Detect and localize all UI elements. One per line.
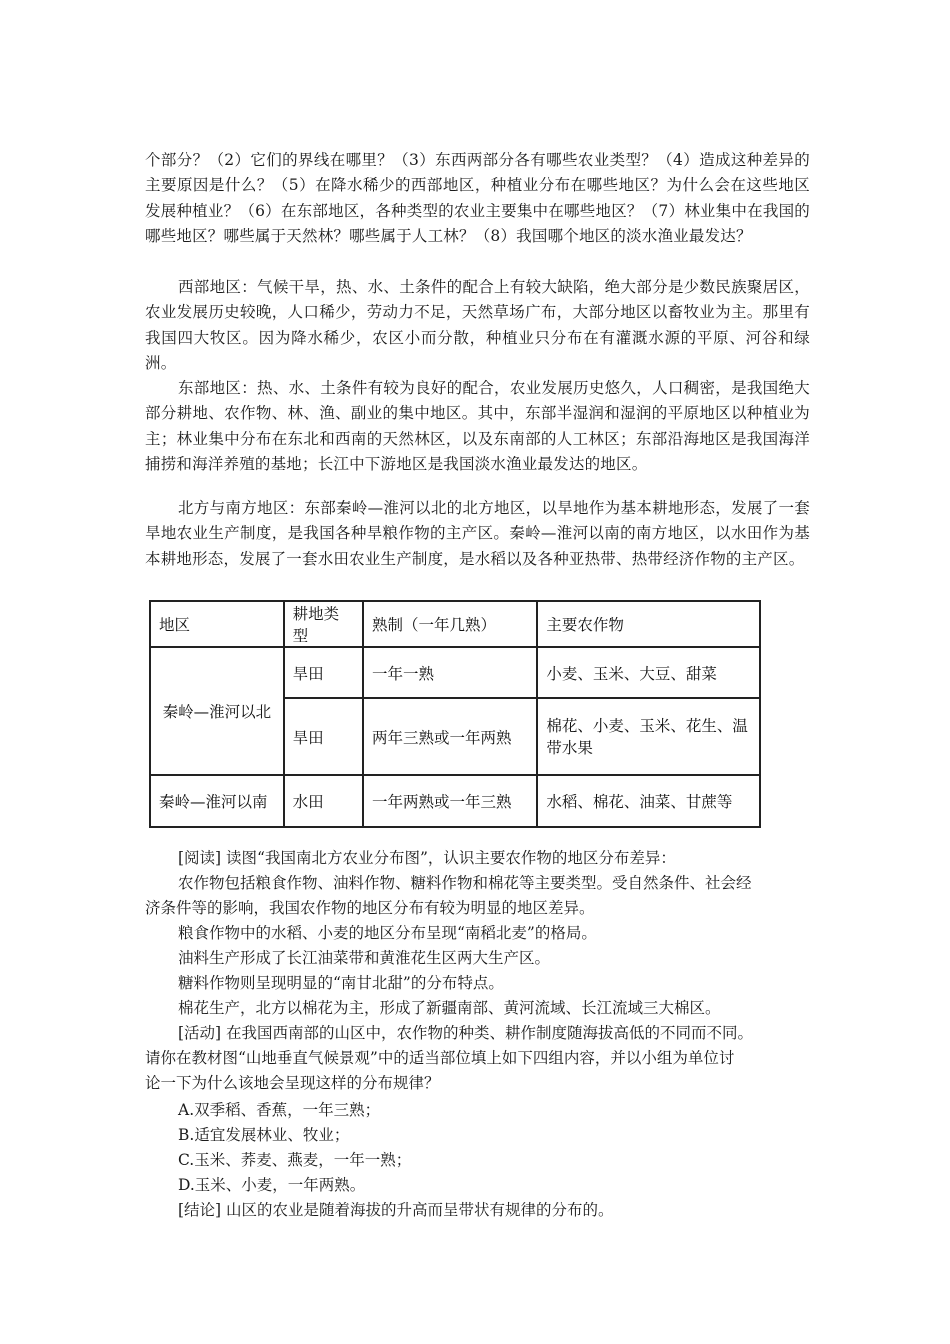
activity-line2: 请你在教材图“山地垂直气候景观”中的适当部位填上如下四组内容，并以小组为单位讨 bbox=[145, 1049, 735, 1067]
header-region: 地区 bbox=[150, 601, 284, 647]
header-crop-system: 熟制（一年几熟） bbox=[363, 601, 537, 647]
crops-cell bbox=[537, 698, 760, 775]
crop-system-cell: 两年三熟或一年两熟 bbox=[363, 698, 537, 775]
questions-paragraph: 个部分？（2）它们的界线在哪里？（3）东西两部分各有哪些农业类型？（4）造成这种差异的主要原因是什么？（5）在降水稀少的西部地区，种植业分布在哪些地区？为什么会在这些地区发展种植业？（6）在东部地区，各种类型的农业主要集中在哪些地区？（7）林业集中在我国的哪些地区？哪些属于天然林？哪些属于人工林？（8）我国哪个地区的淡水渔业最发达？ bbox=[145, 151, 810, 246]
grain-text: 粮食作物中的水稻、小麦的地区分布呈现“南稻北麦”的格局。 bbox=[178, 924, 597, 942]
option-c: C.玉米、荞麦、燕麦，一年一熟； bbox=[178, 1151, 412, 1169]
option-a: A.双季稻、香蕉，一年三熟； bbox=[178, 1101, 381, 1119]
header-main-crops: 主要农作物 bbox=[537, 601, 760, 647]
table-row bbox=[150, 775, 760, 827]
eastern-region-paragraph: 东部地区：热、水、土条件有较为良好的配合，农业发展历史悠久，人口稠密，是我国绝大部分耕地、农作物、林、渔、副业的集中地区。其中，东部半湿润和湿润的平原地区以种植业为主；林业集中分布在东北和西南的天然林区，以及东南部的人工林区；东部沿海地区是我国海洋捕捞和海洋养殖的基地；长江中下游地区是我国淡水渔业最发达的地区。 bbox=[145, 379, 810, 474]
option-b: B.适宜发展林业、牧业； bbox=[178, 1126, 350, 1144]
reading-text-line2: 济条件等的影响，我国农作物的地区分布有较为明显的地区差异。 bbox=[145, 899, 595, 917]
crop-table bbox=[149, 600, 761, 828]
oil-text: 油料生产形成了长江油菜带和黄淮花生区两大生产区。 bbox=[178, 949, 551, 967]
table-header-row bbox=[150, 601, 760, 647]
table-row bbox=[150, 647, 760, 698]
crops-cell: 水稻、棉花、油菜、甘蔗等 bbox=[537, 775, 760, 827]
land-type-cell: 水田 bbox=[284, 775, 363, 827]
crops-cell: 小麦、玉米、大豆、甜菜 bbox=[537, 647, 760, 698]
crop-system-cell: 一年一熟 bbox=[363, 647, 537, 698]
crops-line-1: 棉花、小麦、玉米、花生、温 bbox=[546, 716, 748, 735]
activity-line1: [活动] 在我国西南部的山区中，农作物的种类、耕作制度随海拔高低的不同而不同。 bbox=[178, 1024, 754, 1042]
land-type-cell: 旱田 bbox=[284, 647, 363, 698]
north-region-label: 秦岭—淮河以北 bbox=[162, 703, 272, 721]
option-d: D.玉米、小麦，一年两熟。 bbox=[178, 1176, 366, 1194]
reading-text-line1: 农作物包括粮食作物、油料作物、糖料作物和棉花等主要类型。受自然条件、社会经 bbox=[178, 874, 752, 892]
reading-heading: [阅读] 读图“我国南北方农业分布图”，认识主要农作物的地区分布差异： bbox=[178, 849, 676, 867]
cotton-text: 棉花生产，北方以棉花为主，形成了新疆南部、黄河流域、长江流域三大棉区。 bbox=[178, 999, 721, 1017]
north-region-cell bbox=[150, 647, 284, 775]
conclusion-text: [结论] 山区的农业是随着海拔的升高而呈带状有规律的分布的。 bbox=[178, 1201, 614, 1219]
western-region-paragraph: 西部地区：气候干旱，热、水、土条件的配合上有较大缺陷，绝大部分是少数民族聚居区，农业发展历史较晚，人口稀少，劳动力不足，天然草场广布，大部分地区以畜牧业为主。那里有我国四大牧区。因为降水稀少，农区小而分散，种植业只分布在有灌溉水源的平原、河谷和绿洲。 bbox=[145, 278, 810, 373]
crop-system-cell: 一年两熟或一年三熟 bbox=[363, 775, 537, 827]
south-region-cell: 秦岭—淮河以南 bbox=[150, 775, 284, 827]
sugar-text: 糖料作物则呈现明显的“南甘北甜”的分布特点。 bbox=[178, 974, 504, 992]
crops-line-2: 带水果 bbox=[546, 738, 593, 757]
activity-line3: 论一下为什么该地会呈现这样的分布规律？ bbox=[145, 1074, 440, 1092]
north-south-paragraph: 北方与南方地区：东部秦岭—淮河以北的北方地区，以旱地作为基本耕地形态，发展了一套旱地农业生产制度，是我国各种旱粮作物的主产区。秦岭—淮河以南的南方地区，以水田作为基本耕地形态，发展了一套水田农业生产制度，是水稻以及各种亚热带、热带经济作物的主产区。 bbox=[145, 499, 810, 568]
land-type-cell: 旱田 bbox=[284, 698, 363, 775]
header-land-type: 耕地类型 bbox=[284, 601, 363, 647]
